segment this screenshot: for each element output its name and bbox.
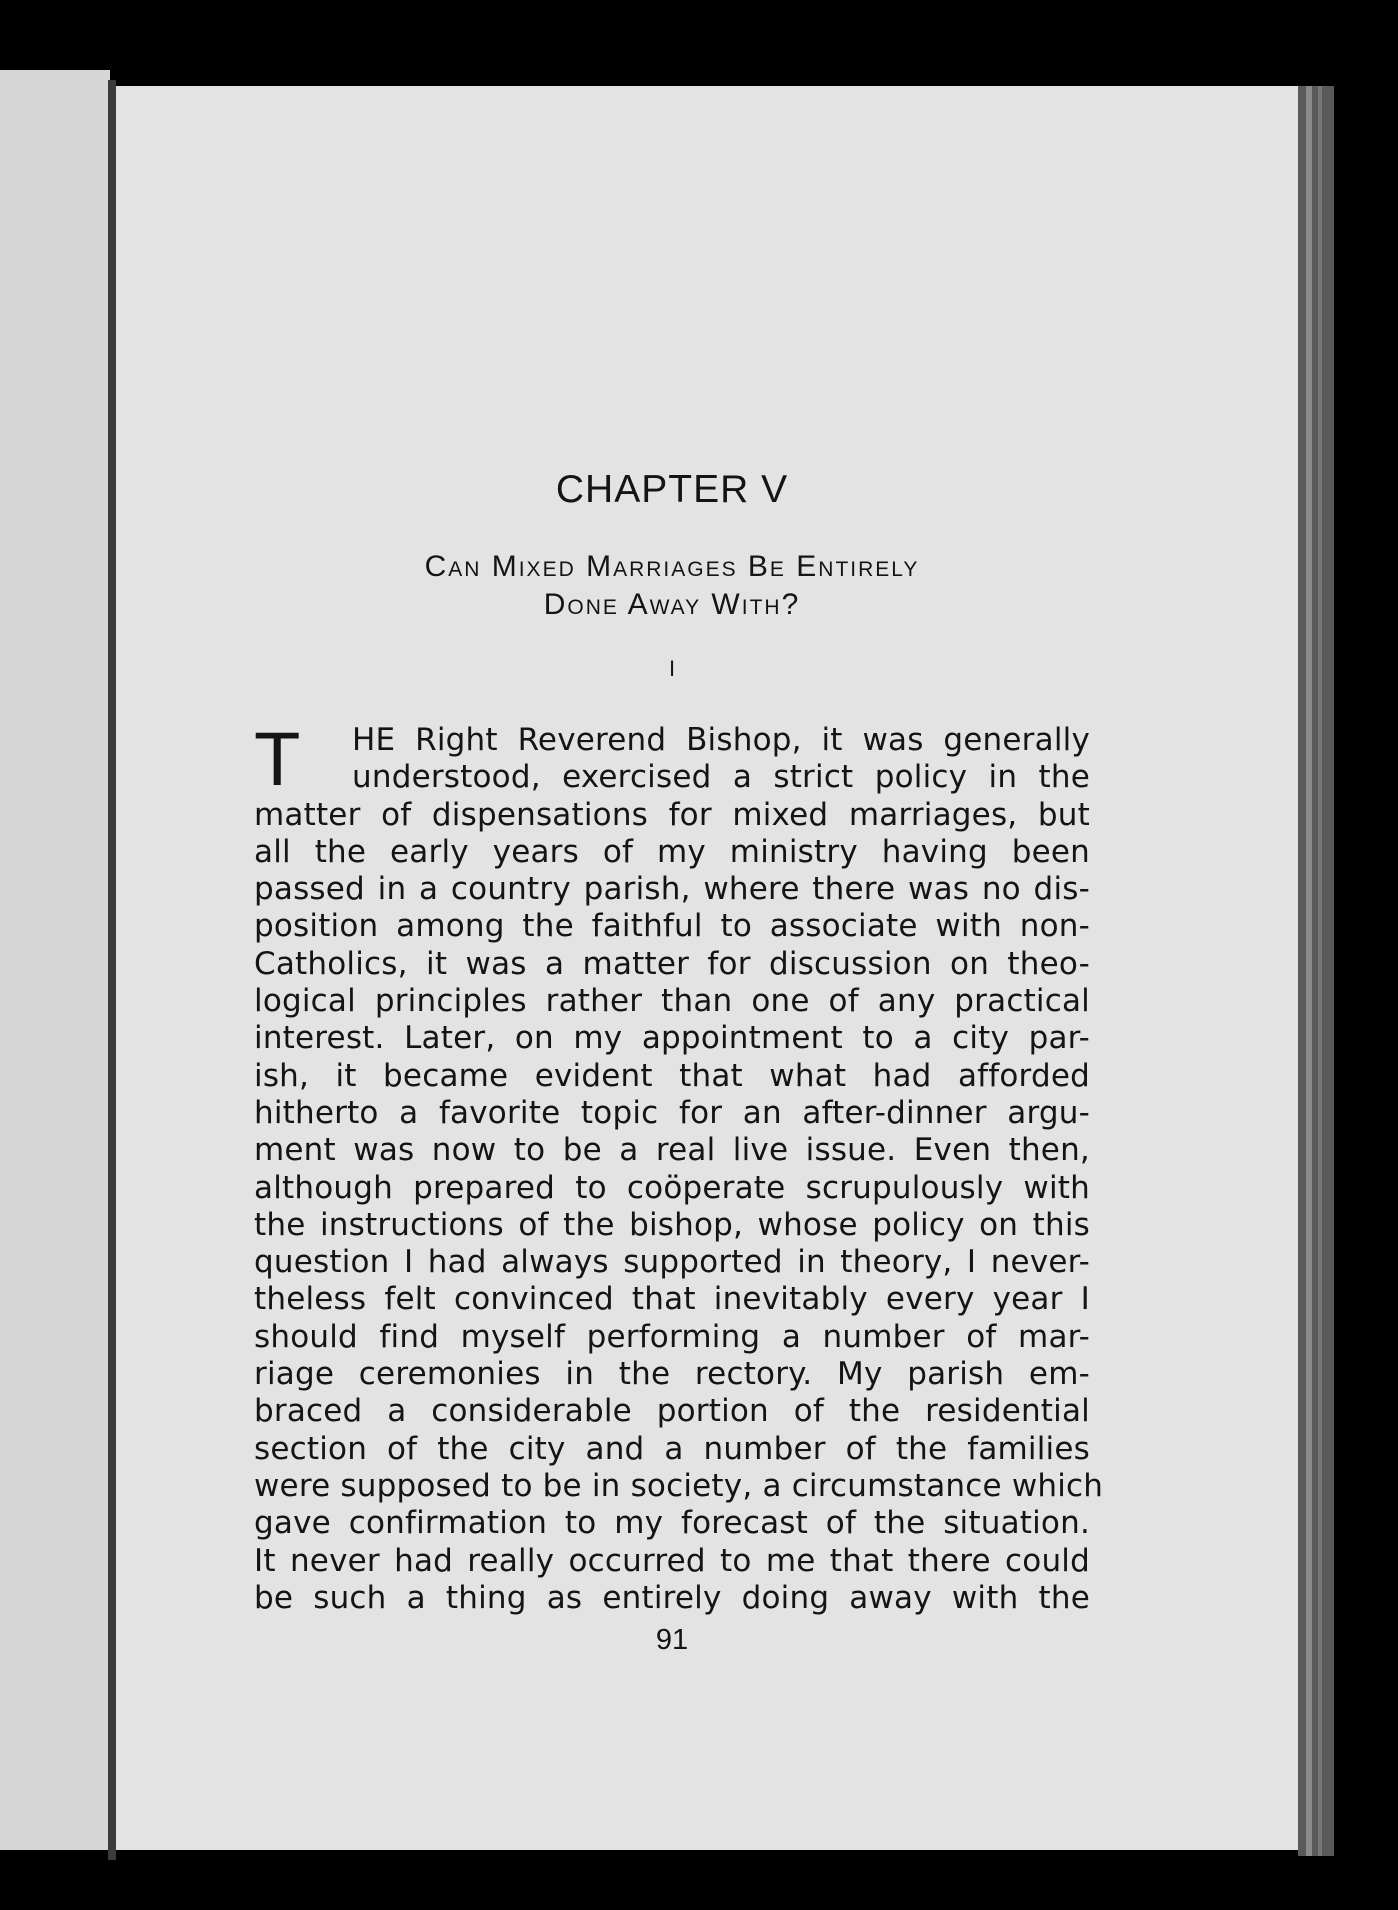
text-line: ish, it became evident that what had afforded [254, 1057, 1090, 1094]
text-line: gave confirmation to my forecast of the situation. [254, 1505, 1090, 1542]
body-text [254, 717, 1104, 1617]
text-line: It never had really occurred to me that there could [254, 1542, 1090, 1579]
text-line: be such a thing as entirely doing away with the [254, 1579, 1090, 1616]
text-line: ment was now to be a real live issue. Even then, [254, 1132, 1090, 1169]
text-line: question I had always supported in theory, I never- [254, 1244, 1090, 1281]
text-line: HE Right Reverend Bishop, it was generally [352, 722, 1090, 758]
section-number: I [668, 656, 676, 681]
left-page-edge [0, 70, 110, 1850]
text-line: the instructions of the bishop, whose policy on this [254, 1206, 1090, 1243]
text-line: logical principles rather than one of any practical [254, 983, 1090, 1020]
text-line: interest. Later, on my appointment to a city par- [254, 1020, 1090, 1057]
text-line: matter of dispensations for mixed marriages, but [254, 796, 1090, 833]
text-line: although prepared to coöperate scrupulously with [254, 1169, 1090, 1206]
text-line: riage ceremonies in the rectory. My parish em- [254, 1356, 1090, 1393]
text-line: braced a considerable portion of the residential [254, 1393, 1090, 1430]
text-line: theless felt convinced that inevitably every year I [254, 1281, 1090, 1318]
drop-cap: T [254, 717, 301, 802]
text-line: all the early years of my ministry having been [254, 833, 1090, 870]
text-line: passed in a country parish, where there was no dis- [254, 871, 1090, 908]
text-line: were supposed to be in society, a circumstance which [254, 1467, 1104, 1504]
text-line: understood, exercised a strict policy in the [352, 759, 1090, 796]
page-number: 91 [655, 1624, 689, 1656]
text-line: Catholics, it was a matter for discussion on theo- [254, 945, 1090, 982]
chapter-title [254, 548, 1090, 624]
chapter-heading: CHAPTER V [555, 468, 789, 511]
gutter-shadow [108, 80, 116, 1860]
text-line: section of the city and a number of the families [254, 1430, 1090, 1467]
text-line: hitherto a favorite topic for an after-dinner argu- [254, 1094, 1090, 1131]
text-line: should find myself performing a number of mar- [254, 1318, 1090, 1355]
page-edge-right [1298, 86, 1334, 1856]
chapter-title-line: Done Away With? [543, 588, 801, 621]
chapter-title-line: Can Mixed Marriages Be Entirely [424, 550, 920, 583]
text-line: position among the faithful to associate with non- [254, 908, 1090, 945]
